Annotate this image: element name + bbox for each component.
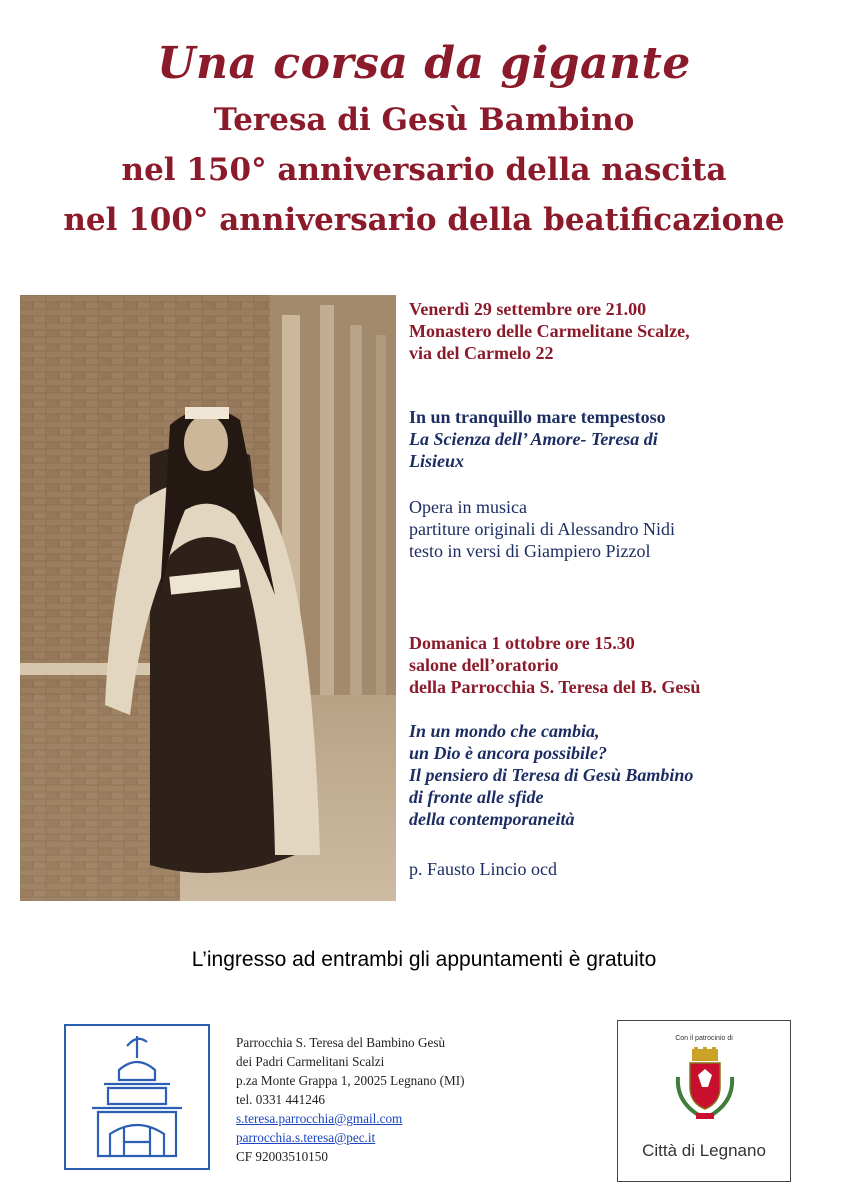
event-1-subtitle-cont: Lisieux xyxy=(409,451,465,471)
event-2-title-line: In un mondo che cambia, xyxy=(409,721,600,741)
event-1-place: Monastero delle Carmelitane Scalze, xyxy=(409,321,690,341)
event-2-place: salone dell’oratorio xyxy=(409,655,559,675)
event-1-address: via del Carmelo 22 xyxy=(409,343,554,363)
event-1-date: Venerdì 29 settembre ore 21.00 xyxy=(409,299,647,319)
event-1-description xyxy=(409,496,839,562)
event-2-speaker-block xyxy=(409,858,839,880)
email-link[interactable]: s.teresa.parrocchia@gmail.com xyxy=(236,1111,403,1126)
event-1-title-block xyxy=(409,406,839,472)
fiscal-code: CF 92003510150 xyxy=(236,1149,328,1164)
saint-photo xyxy=(20,295,396,901)
parish-order: dei Padri Carmelitani Scalzi xyxy=(236,1054,385,1069)
subtitle-beatification-anniversary: nel 100° anniversario della beatificazione xyxy=(63,202,785,238)
poster-title: Una corsa da gigante xyxy=(157,38,691,89)
event-1-desc-line: Opera in musica xyxy=(409,497,527,517)
parish-logo xyxy=(64,1024,210,1170)
event-2-speaker: p. Fausto Lincio ocd xyxy=(409,859,557,879)
event-2 xyxy=(409,632,839,698)
city-name: Città di Legnano xyxy=(642,1141,766,1160)
event-1-title: In un tranquillo mare tempestoso xyxy=(409,407,666,427)
city-crest-icon xyxy=(672,1047,738,1123)
event-1-subtitle: La Scienza dell’ Amore- Teresa di xyxy=(409,429,658,449)
free-entry-notice: L’ingresso ad entrambi gli appuntamenti è gratuito xyxy=(191,948,657,971)
parish-address: p.za Monte Grappa 1, 20025 Legnano (MI) xyxy=(236,1073,465,1088)
event-2-title-line: di fronte alle sfide xyxy=(409,787,544,807)
subtitle-name: Teresa di Gesù Bambino xyxy=(213,102,635,138)
event-2-title-line: della contemporaneità xyxy=(409,809,575,829)
parish-phone: tel. 0331 441246 xyxy=(236,1092,326,1107)
patronage-label: Con il patrocinio di xyxy=(675,1035,733,1042)
event-2-venue: della Parrocchia S. Teresa del B. Gesù xyxy=(409,677,701,697)
patronage-box xyxy=(617,1020,791,1182)
event-2-date: Domanica 1 ottobre ore 15.30 xyxy=(409,633,635,653)
event-2-title-line: Il pensiero di Teresa di Gesù Bambino xyxy=(409,765,694,785)
parish-name: Parrocchia S. Teresa del Bambino Gesù xyxy=(236,1035,446,1050)
pec-email-link[interactable]: parrocchia.s.teresa@pec.it xyxy=(236,1130,376,1145)
subtitle-birth-anniversary: nel 150° anniversario della nascita xyxy=(121,152,727,188)
event-2-title-line: un Dio è ancora possibile? xyxy=(409,743,608,763)
event-1 xyxy=(409,298,839,364)
event-1-desc-line: partiture originali di Alessandro Nidi xyxy=(409,519,675,539)
event-1-desc-line: testo in versi di Giampiero Pizzol xyxy=(409,541,651,561)
event-2-title-block xyxy=(409,720,839,830)
parish-contacts xyxy=(236,1033,465,1166)
